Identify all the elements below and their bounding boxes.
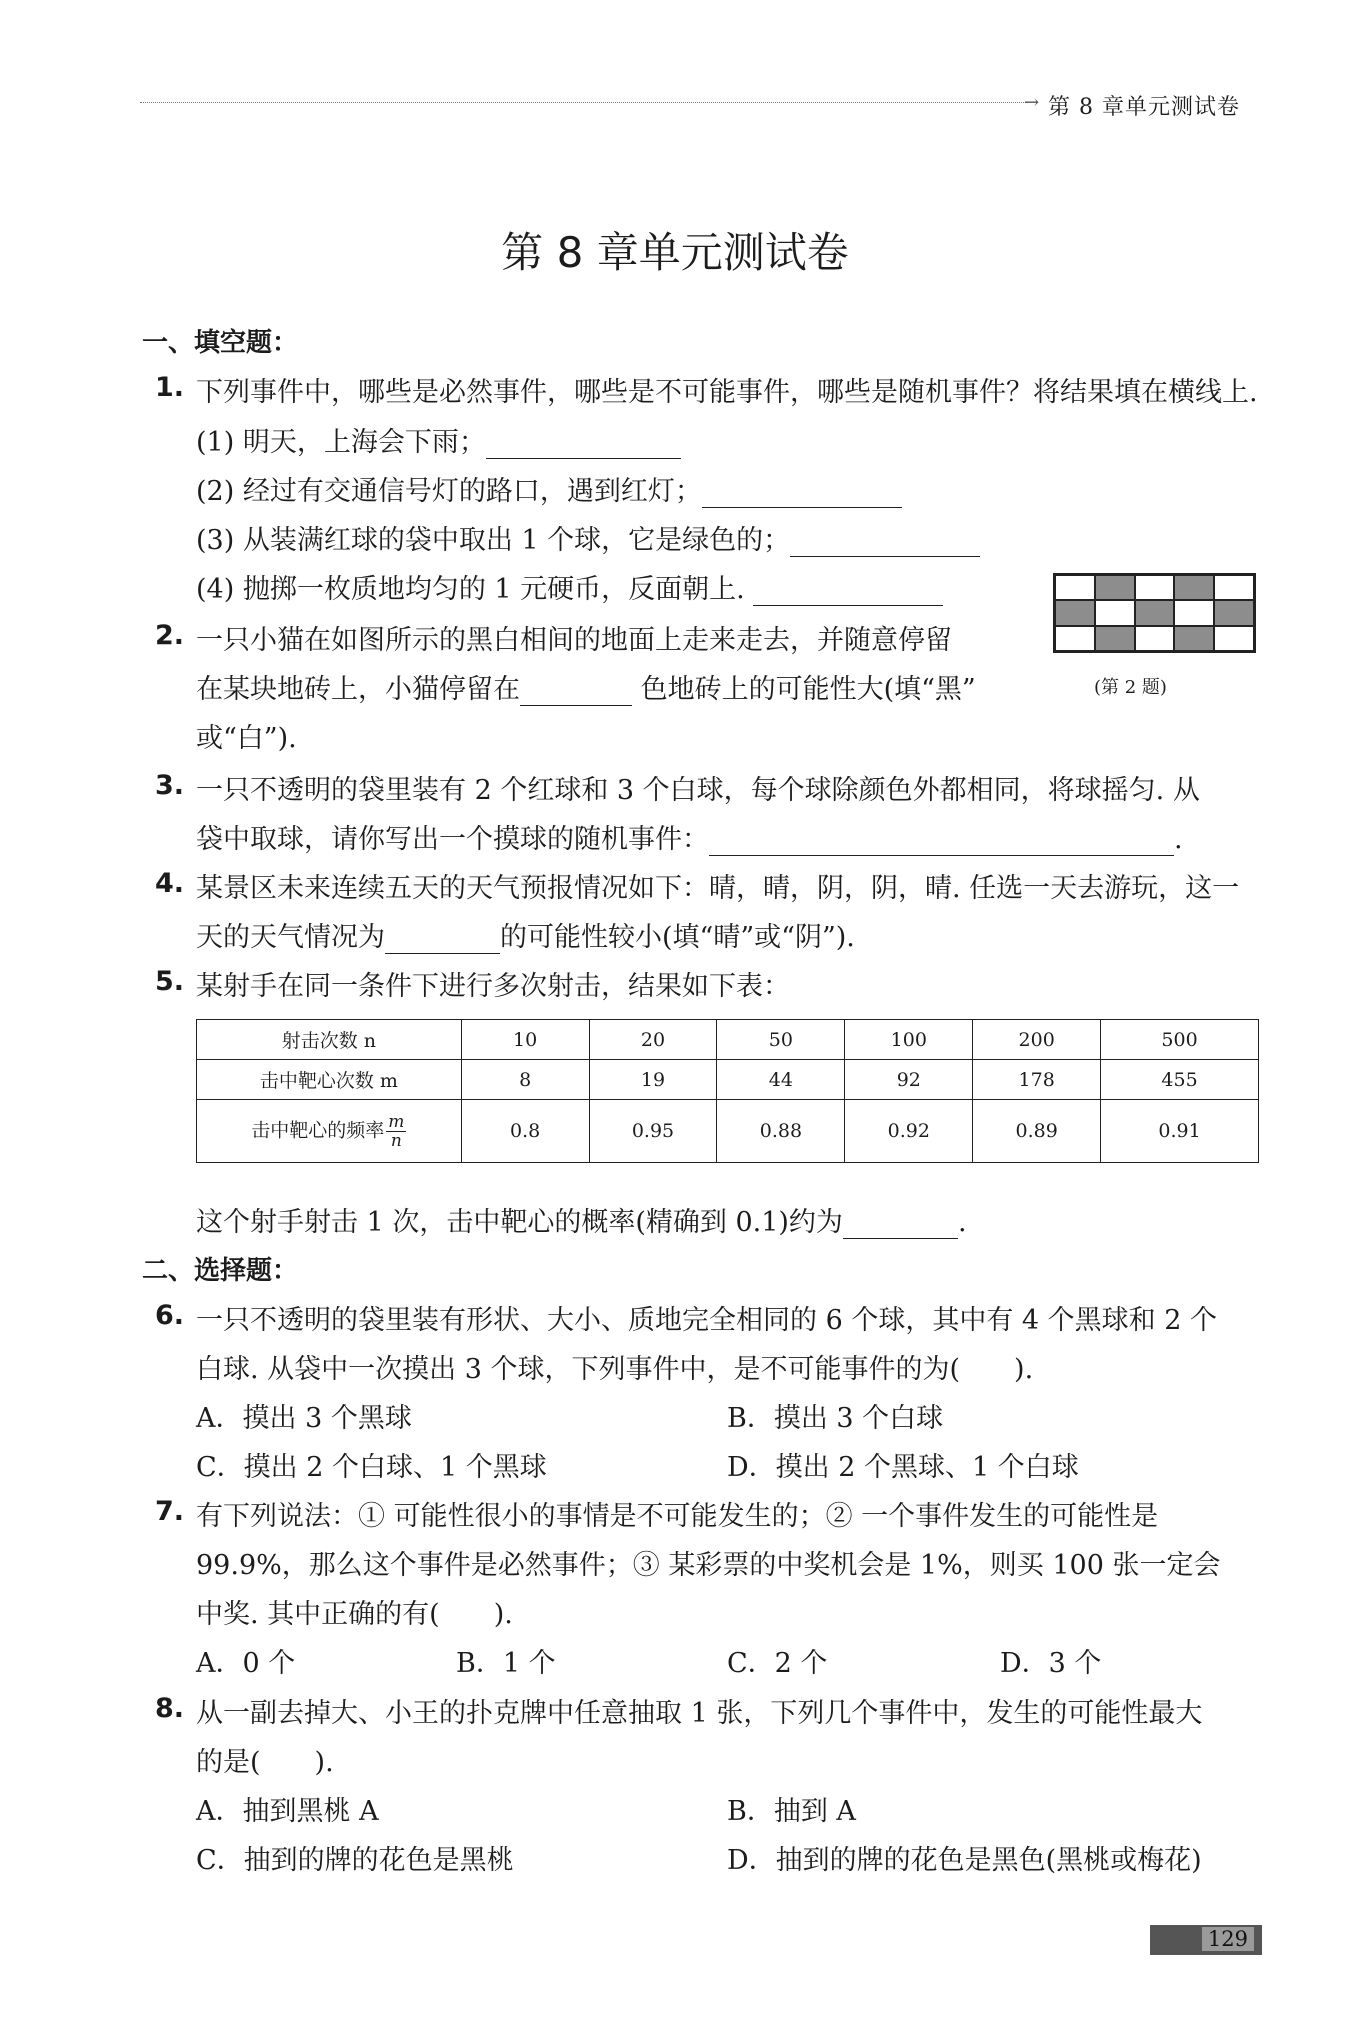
q4-line-1: 某景区未来连续五天的天气预报情况如下：晴，晴，阴，阴，晴. 任选一天去游玩，这一 xyxy=(196,873,1240,904)
tile-black xyxy=(1095,575,1135,600)
tile-white xyxy=(1214,575,1254,600)
fraction-m-over-n: $\frac{m}{n}$ xyxy=(388,1111,405,1151)
hits-cell: 92 xyxy=(845,1060,973,1100)
q7-line-1: 有下列说法：① 可能性很小的事情是不可能发生的；② 一个事件发生的可能性是 xyxy=(196,1501,1159,1532)
hits-cell: 455 xyxy=(1101,1060,1259,1100)
q8-option-d[interactable]: D．抽到的牌的花色是黑色(黑桃或梅花) xyxy=(727,1845,1202,1876)
row-label-frequency: 击中靶心的频率 $\frac{m}{n}$ xyxy=(197,1100,462,1163)
q2-number: 2. xyxy=(155,620,185,651)
q7-option-b[interactable]: B．1 个 xyxy=(456,1648,556,1679)
q1-blank-2[interactable] xyxy=(702,481,902,508)
tile-white xyxy=(1135,575,1175,600)
q1-item-4: (4) 抛掷一枚质地均匀的 1 元硬币，反面朝上. xyxy=(196,567,943,606)
q7-option-c[interactable]: C．2 个 xyxy=(727,1648,828,1679)
freq-cell: 0.8 xyxy=(461,1100,589,1163)
q1-number: 1. xyxy=(155,372,185,403)
tile-white xyxy=(1055,575,1095,600)
q1-blank-4[interactable] xyxy=(753,579,943,606)
hits-cell: 178 xyxy=(973,1060,1101,1100)
row-label-hits: 击中靶心次数 m xyxy=(197,1060,462,1100)
q7-line-2: 99.9%，那么这个事件是必然事件；③ 某彩票的中奖机会是 1%，则买 100 张一定会 xyxy=(196,1550,1221,1581)
q6-line-2: 白球. 从袋中一次摸出 3 个球，下列事件中，是不可能事件的为( ). xyxy=(196,1354,1034,1385)
hits-cell: 44 xyxy=(717,1060,845,1100)
q7-option-a[interactable]: A．0 个 xyxy=(196,1648,296,1679)
q7-line-3: 中奖. 其中正确的有( ). xyxy=(196,1599,513,1630)
tile-black xyxy=(1135,600,1175,625)
table-row-hits xyxy=(197,1060,1259,1100)
q1-item-2: (2) 经过有交通信号灯的路口，遇到红灯； xyxy=(196,469,902,508)
q6-option-a[interactable]: A．摸出 3 个黑球 xyxy=(196,1403,412,1434)
q7-number: 7. xyxy=(155,1496,185,1527)
section-choice-title: 二、选择题： xyxy=(142,1256,299,1286)
tile-black xyxy=(1174,626,1214,651)
shots-cell: 50 xyxy=(717,1020,845,1060)
header-arrow-icon: → xyxy=(1024,92,1040,113)
q6-option-d[interactable]: D．摸出 2 个黑球、1 个白球 xyxy=(727,1452,1079,1483)
q1-blank-1[interactable] xyxy=(486,432,681,459)
q1-item-3: (3) 从装满红球的袋中取出 1 个球，它是绿色的； xyxy=(196,518,980,557)
q1-stem: 下列事件中，哪些是必然事件，哪些是不可能事件，哪些是随机事件？将结果填在横线上. xyxy=(196,377,1258,408)
shots-cell: 20 xyxy=(589,1020,717,1060)
q3-line-2: 袋中取球，请你写出一个摸球的随机事件： . xyxy=(196,824,1183,855)
q6-option-c[interactable]: C．摸出 2 个白球、1 个黑球 xyxy=(196,1452,547,1483)
q4-blank[interactable] xyxy=(385,927,500,954)
freq-cell: 0.89 xyxy=(973,1100,1101,1163)
table-row-shots xyxy=(197,1020,1259,1060)
q5-question: 这个射手射击 1 次，击中靶心的概率(精确到 0.1)约为 . xyxy=(196,1207,967,1238)
freq-cell: 0.88 xyxy=(717,1100,845,1163)
q5-number: 5. xyxy=(155,966,185,997)
q2-line-2: 在某块地砖上，小猫停留在 色地砖上的可能性大(填“黑” xyxy=(196,674,976,705)
q8-number: 8. xyxy=(155,1693,185,1724)
q2-line-3: 或“白”). xyxy=(196,723,297,754)
q5-line-1: 某射手在同一条件下进行多次射击，结果如下表： xyxy=(196,971,790,1002)
tile-black xyxy=(1174,575,1214,600)
q4-number: 4. xyxy=(155,868,185,899)
freq-cell: 0.92 xyxy=(845,1100,973,1163)
freq-cell: 0.91 xyxy=(1101,1100,1259,1163)
q3-number: 3. xyxy=(155,770,185,801)
q5-frequency-table xyxy=(196,1019,1259,1163)
q6-option-b[interactable]: B．摸出 3 个白球 xyxy=(727,1403,944,1434)
q2-tile-figure xyxy=(1053,573,1256,653)
hits-cell: 19 xyxy=(589,1060,717,1100)
q2-blank[interactable] xyxy=(520,679,632,706)
q8-line-1: 从一副去掉大、小王的扑克牌中任意抽取 1 张，下列几个事件中，发生的可能性最大 xyxy=(196,1698,1203,1729)
tile-black xyxy=(1055,600,1095,625)
header-dotted-line xyxy=(140,102,1028,103)
q5-blank[interactable] xyxy=(843,1212,958,1239)
tile-white xyxy=(1214,626,1254,651)
tile-white xyxy=(1055,626,1095,651)
page-number: 129 xyxy=(1202,1927,1254,1951)
table-row-frequency xyxy=(197,1100,1259,1163)
q6-number: 6. xyxy=(155,1300,185,1331)
tile-white xyxy=(1135,626,1175,651)
tile-white xyxy=(1095,600,1135,625)
q7-option-d[interactable]: D．3 个 xyxy=(1000,1648,1102,1679)
q3-line-1: 一只不透明的袋里装有 2 个红球和 3 个白球，每个球除颜色外都相同，将球摇匀. 从 xyxy=(196,775,1200,806)
shots-cell: 500 xyxy=(1101,1020,1259,1060)
shots-cell: 100 xyxy=(845,1020,973,1060)
q8-line-2: 的是( ). xyxy=(196,1747,334,1778)
tile-black xyxy=(1214,600,1254,625)
q8-option-a[interactable]: A．抽到黑桃 A xyxy=(196,1796,379,1827)
q2-line-1: 一只小猫在如图所示的黑白相间的地面上走来走去，并随意停留 xyxy=(196,625,952,656)
q8-option-b[interactable]: B．抽到 A xyxy=(727,1796,856,1827)
shots-cell: 200 xyxy=(973,1020,1101,1060)
page-number-tab xyxy=(1150,1925,1262,1955)
running-header: 第 8 章单元测试卷 xyxy=(1048,95,1240,120)
q4-line-2: 天的天气情况为 的可能性较小(填“晴”或“阴”). xyxy=(196,922,855,953)
tile-white xyxy=(1174,600,1214,625)
row-label-shots: 射击次数 n xyxy=(197,1020,462,1060)
q3-blank[interactable] xyxy=(709,829,1174,856)
q6-line-1: 一只不透明的袋里装有形状、大小、质地完全相同的 6 个球，其中有 4 个黑球和 2 个 xyxy=(196,1305,1218,1336)
shots-cell: 10 xyxy=(461,1020,589,1060)
q1-item-1: (1) 明天，上海会下雨； xyxy=(196,420,681,459)
hits-cell: 8 xyxy=(461,1060,589,1100)
tile-black xyxy=(1095,626,1135,651)
freq-cell: 0.95 xyxy=(589,1100,717,1163)
q8-option-c[interactable]: C．抽到的牌的花色是黑桃 xyxy=(196,1845,514,1876)
q2-figure-caption: (第 2 题) xyxy=(1094,677,1167,698)
q1-blank-3[interactable] xyxy=(790,530,980,557)
page-title: 第 8 章单元测试卷 xyxy=(501,228,849,277)
section-fill-in-title: 一、填空题： xyxy=(142,328,299,358)
